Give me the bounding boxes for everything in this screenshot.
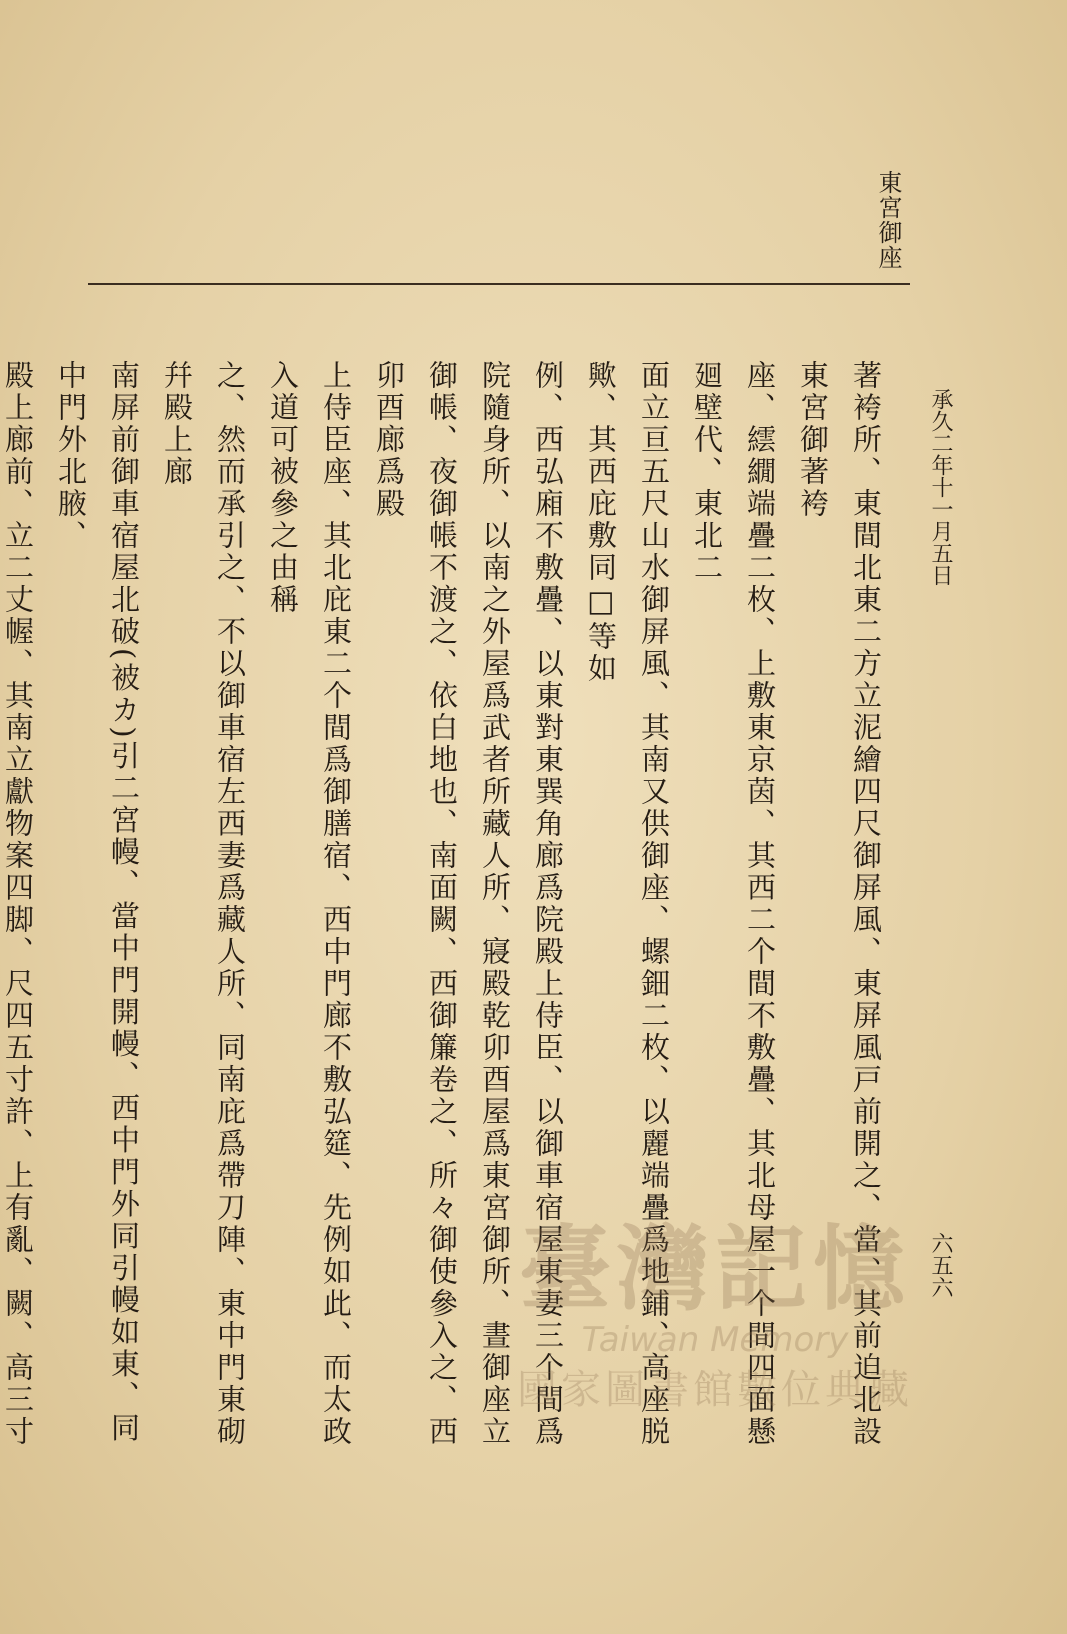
text-column: 殿上廊前、立二丈幄、其南立獻物案四脚、尺四五寸許、上有亂、闕、高三寸 bbox=[1, 360, 35, 1448]
text-column: 例、西弘廂不敷疊、以東對東巽角廊爲院殿上侍臣、以御車宿屋東妻三个間爲 bbox=[531, 360, 565, 1448]
date-line: 承久二年十一月五日 bbox=[928, 388, 953, 586]
text-column: 之、然而承引之、不以御車宿左西妻爲藏人所、同南庇爲帶刀陣、東中門東砌幷殿上廊 bbox=[160, 360, 247, 1448]
watermark-english: Taiwan Memory bbox=[581, 1320, 849, 1360]
page-number: 六五六 bbox=[928, 1232, 953, 1298]
running-title: 東宮御座 bbox=[874, 170, 902, 270]
watermark-library: 國家圖書館數位典藏 bbox=[517, 1367, 913, 1413]
text-column: 院隨身所、以南之外屋爲武者所藏人所、寢殿乾卯酉屋爲東宮御所、晝御座立 bbox=[478, 360, 512, 1448]
text-column: 南屏前御車宿屋北破(被カ)引二宮幔、當中門開幔、西中門外同引幔如東、同中門外北腋、 bbox=[54, 360, 141, 1445]
text-column: 面立亘五尺山水御屏風、其南又供御座、螺鈿二枚、以麗端疊爲地鋪、高座脱歟、其西庇敷同□等如 bbox=[584, 360, 671, 1448]
watermark-chinese: 臺灣記憶 bbox=[518, 1216, 911, 1323]
text-column: 座、繧繝端疊二枚、上敷東京茵、其西二个間不敷疊、其北母屋一个間四面懸廻壁代、東北二 bbox=[690, 360, 777, 1448]
text-column: 上侍臣座、其北庇東二个間爲御膳宿、西中門廊不敷弘筵、先例如此、而太政入道可被參之由稱 bbox=[266, 360, 353, 1448]
header-rule bbox=[88, 283, 910, 285]
text-column: 御帳、夜御帳不渡之、依白地也、南面闕、西御簾卷之、所々御使參入之、西卯酉廊爲殿 bbox=[372, 360, 459, 1448]
watermark bbox=[455, 1216, 975, 1430]
text-column: 著袴所、東間北東二方立泥繪四尺御屏風、東屏風戸前開之、當、其前迫北設東宮御著袴 bbox=[796, 360, 883, 1448]
